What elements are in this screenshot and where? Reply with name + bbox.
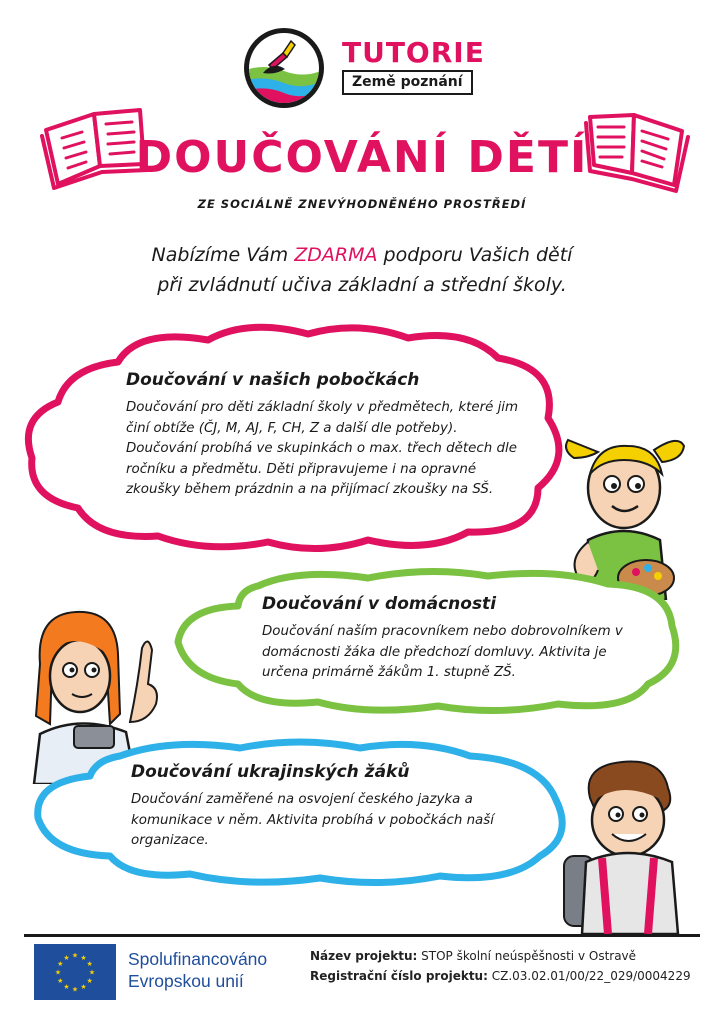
eu-star-icon: ★ — [88, 968, 96, 977]
eu-star-icon: ★ — [57, 960, 64, 968]
eu-star-icon: ★ — [57, 977, 64, 985]
headline: DOUČOVÁNÍ DĚTÍ — [135, 132, 589, 183]
eu-star-icon: ★ — [86, 977, 93, 985]
brand-title: TUTORIE — [342, 36, 485, 69]
section-title: Doučování ukrajinských žáků — [131, 762, 410, 782]
footer-divider — [24, 934, 700, 937]
section-title: Doučování v našich pobočkách — [126, 370, 420, 390]
registration-number-value: CZ.03.02.01/00/22_029/0004229 — [491, 969, 691, 983]
intro-line1-end: podporu Vašich dětí — [377, 244, 573, 266]
intro-text — [0, 240, 724, 300]
subheadline: ZE SOCIÁLNĚ ZNEVÝHODNĚNÉHO PROSTŘEDÍ — [197, 197, 527, 211]
eu-flag-icon — [34, 944, 116, 1000]
eu-star-icon: ★ — [63, 953, 70, 962]
eu-star-icon: ★ — [80, 983, 87, 992]
project-info — [310, 946, 691, 986]
intro-highlight: ZDARMA — [294, 244, 378, 266]
eu-star-icon: ★ — [71, 951, 79, 960]
intro-line1-start: Nabízíme Vám — [151, 244, 295, 266]
eu-star-icon: ★ — [63, 983, 70, 992]
eu-star-icon: ★ — [54, 968, 62, 977]
cofunded-by-eu — [128, 948, 267, 992]
section-text: Doučování pro děti základní školy v předmětech, které jim činí obtíže (ČJ, M, AJ, F, CH, Z a další dle potřeby). Doučování probíhá ve skupinkách o max. třech dětech dle ročníku a předmětu. Děti připravujeme i na opravné zkoušky během prázdnin a na přijímací zkoušky na SŠ. — [126, 400, 519, 497]
cofund-line2: Evropskou unií — [128, 971, 244, 991]
tutorie-logo — [243, 27, 325, 109]
cofund-line1: Spolufinancováno — [128, 949, 268, 969]
project-name-label: Název projektu: — [310, 949, 418, 963]
eu-star-icon: ★ — [80, 953, 87, 962]
intro-line2: při zvládnutí učiva základní a střední školy. — [157, 274, 567, 296]
brand-subtitle: Země poznání — [342, 70, 473, 95]
section-text: Doučování naším pracovníkem nebo dobrovolníkem v domácnosti žáka dle předchozí domluvy. Aktivita je určena primárně žákům 1. stupně ZŠ. — [262, 624, 623, 680]
registration-number-label: Registrační číslo projektu: — [310, 969, 488, 983]
project-name-value: STOP školní neúspěšnosti v Ostravě — [421, 949, 637, 963]
schoolboy-illustration — [562, 758, 698, 934]
eu-star-icon: ★ — [86, 960, 93, 968]
section-title: Doučování v domácnosti — [262, 594, 497, 614]
eu-star-icon: ★ — [71, 985, 79, 994]
section-text: Doučování zaměřené na osvojení českého jazyka a komunikace v něm. Aktivita probíhá v pobočkách naší organizace. — [131, 792, 494, 848]
